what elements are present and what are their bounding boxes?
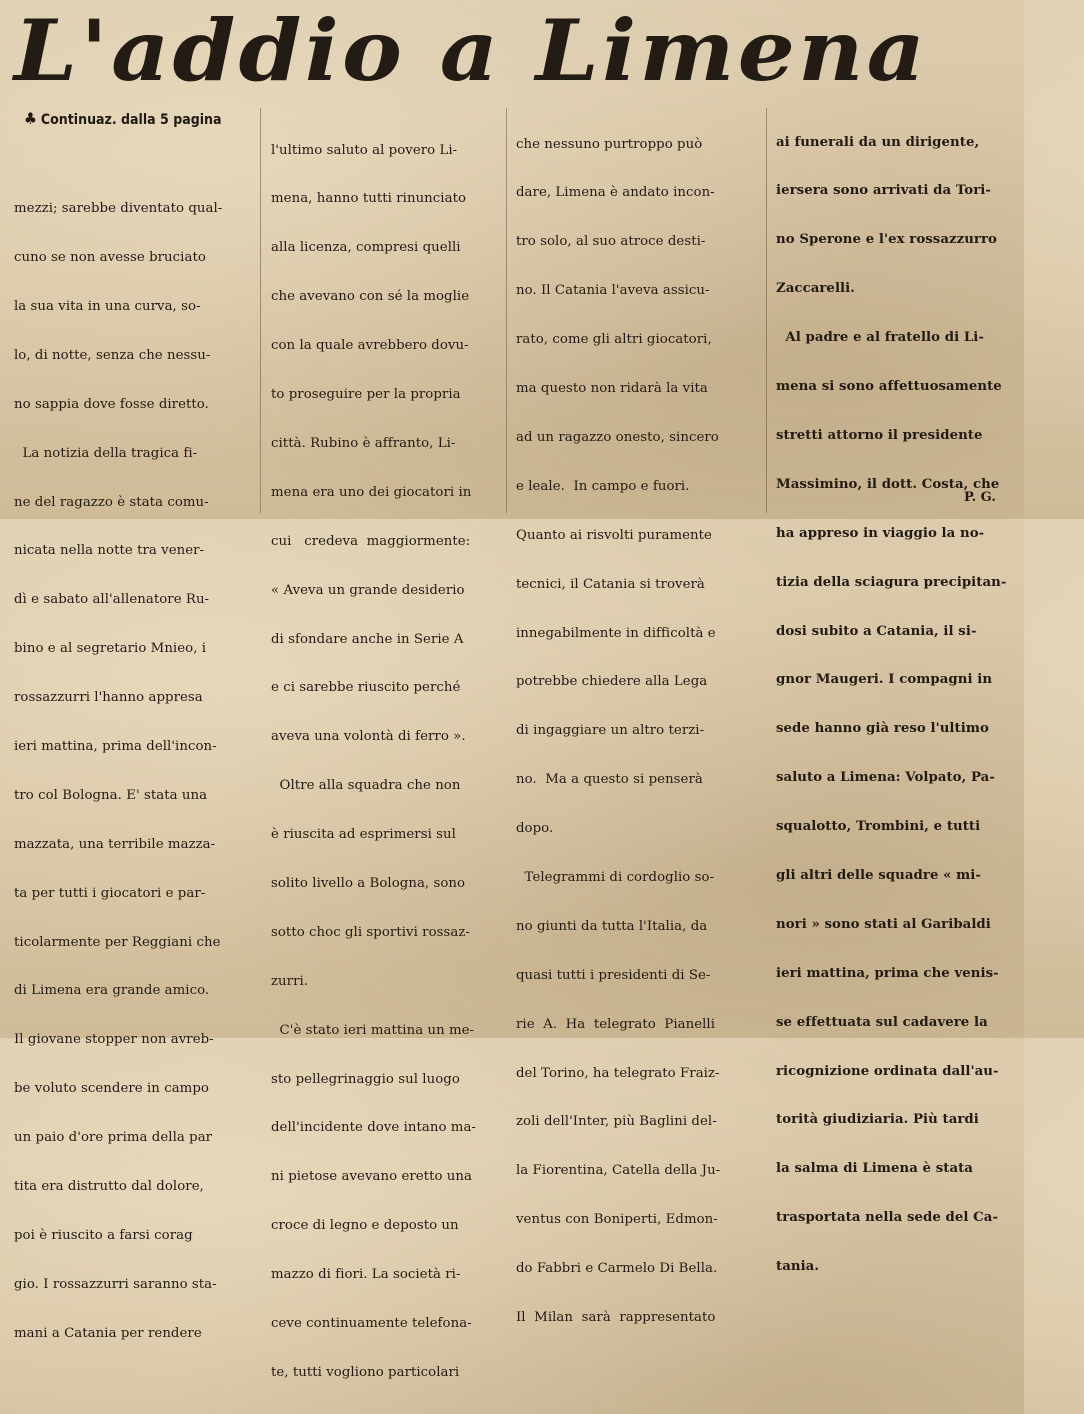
text-line: cuno se non avesse bruciato xyxy=(14,250,206,266)
text-line: di Limena era grande amico. xyxy=(14,983,210,999)
text-line: ad un ragazzo onesto, sincero xyxy=(516,429,719,445)
text-line: poi è riuscito a farsi corag xyxy=(14,1227,193,1243)
club-suit-icon: ♣ xyxy=(24,109,37,128)
text-line: innegabilmente in difficoltà e xyxy=(516,625,716,641)
text-line: quasi tutti i presidenti di Se- xyxy=(516,967,711,983)
text-line: iersera sono arrivati da Tori- xyxy=(776,183,991,199)
text-line: ma questo non ridarà la vita xyxy=(516,381,708,397)
text-line: ne del ragazzo è stata comu- xyxy=(14,494,209,510)
text-line: rie A. Ha telegrato Pianelli xyxy=(516,1016,716,1032)
text-line: gio. I rossazzurri saranno sta- xyxy=(14,1276,217,1292)
column-body xyxy=(14,169,222,1375)
text-line: ricognizione ordinata dall'au- xyxy=(776,1063,999,1079)
text-line: gnor Maugeri. I compagni in xyxy=(776,672,993,688)
text-line: rossazzurri l'hanno appresa xyxy=(14,690,203,706)
text-line: Oltre alla squadra che non xyxy=(271,778,461,794)
text-line: be voluto scendere in campo xyxy=(14,1081,209,1097)
text-line: ieri mattina, prima che venis- xyxy=(776,965,999,981)
text-line: dell'incidente dove intano ma- xyxy=(271,1120,476,1136)
text-line: che nessuno purtroppo può xyxy=(516,136,703,152)
text-line: Al padre e al fratello di Li- xyxy=(776,330,984,346)
column-rule xyxy=(506,108,507,513)
text-line: no. Ma a questo si penserà xyxy=(516,772,703,788)
text-line: rato, come gli altri giocatori, xyxy=(516,332,712,348)
text-line: mazzo di fiori. La società ri- xyxy=(271,1267,461,1283)
text-line: l'ultimo saluto al povero Li- xyxy=(271,142,458,158)
text-line: ai funerali da un dirigente, xyxy=(776,134,980,150)
text-line: città. Rubino è affranto, Li- xyxy=(271,435,456,451)
text-line: nori » sono stati al Garibaldi xyxy=(776,916,991,932)
text-line: la Fiorentina, Catella della Ju- xyxy=(516,1163,721,1179)
text-line: mena era uno dei giocatori in xyxy=(271,484,472,500)
continuation-label: Continuaz. dalla 5 pagina xyxy=(40,112,222,128)
text-line: dosi subito a Catania, il si- xyxy=(776,623,977,639)
text-line: zoli dell'Inter, più Baglini del- xyxy=(516,1114,717,1130)
text-line: la salma di Limena è stata xyxy=(776,1161,973,1177)
text-line: mena si sono affettuosamente xyxy=(776,379,1002,395)
text-line: sto pellegrinaggio sul luogo xyxy=(271,1071,460,1087)
text-line: Quanto ai risvolti puramente xyxy=(516,527,712,543)
text-line: un paio d'ore prima della par xyxy=(14,1130,213,1146)
text-line: Telegrammi di cordoglio so- xyxy=(516,869,715,885)
article-column-1 xyxy=(14,108,222,1407)
text-line: gli altri delle squadre « mi- xyxy=(776,867,981,883)
text-line: Massimino, il dott. Costa, che xyxy=(776,476,1000,492)
text-line: « Aveva un grande desiderio xyxy=(271,582,465,598)
text-line: nicata nella notte tra vener- xyxy=(14,543,205,559)
text-line: se effettuata sul cadavere la xyxy=(776,1014,988,1030)
text-line: Il Milan sarà rappresentato xyxy=(516,1309,716,1325)
text-line: Il giovane stopper non avreb- xyxy=(14,1032,214,1048)
article-column-4 xyxy=(776,102,1006,1308)
text-line: solito livello a Bologna, sono xyxy=(271,875,466,891)
author-signature: P. G. xyxy=(964,490,996,505)
text-line: lo, di notte, senza che nessu- xyxy=(14,347,211,363)
text-line: è riuscita ad esprimersi sul xyxy=(271,827,456,843)
text-line: do Fabbri e Carmelo Di Bella. xyxy=(516,1261,718,1277)
text-line: aveva una volontà di ferro ». xyxy=(271,729,466,745)
text-line: ticolarmente per Reggiani che xyxy=(14,934,221,950)
text-line: tro col Bologna. E' stata una xyxy=(14,787,208,803)
text-line: zurri. xyxy=(271,973,309,989)
text-line: con la quale avrebbero dovu- xyxy=(271,338,469,354)
text-line: dopo. xyxy=(516,821,554,837)
text-line: to proseguire per la propria xyxy=(271,387,461,403)
text-line: te, tutti vogliono particolari xyxy=(271,1364,460,1380)
text-line: no sappia dove fosse diretto. xyxy=(14,396,209,412)
text-line: ha appreso in viaggio la no- xyxy=(776,525,985,541)
text-line: dare, Limena è andato incon- xyxy=(516,185,715,201)
text-line: croce di legno e deposto un xyxy=(271,1218,459,1234)
text-line: potrebbe chiedere alla Lega xyxy=(516,674,708,690)
text-line: squalotto, Trombini, e tutti xyxy=(776,819,981,835)
text-line: mazzata, una terribile mazza- xyxy=(14,836,216,852)
text-line: cui credeva maggiormente: xyxy=(271,533,471,549)
text-line: ta per tutti i giocatori e par- xyxy=(14,885,206,901)
text-line: di sfondare anche in Serie A xyxy=(271,631,464,647)
text-line: mezzi; sarebbe diventato qual- xyxy=(14,201,223,217)
text-line: sede hanno già reso l'ultimo xyxy=(776,721,989,737)
text-line: sotto choc gli sportivi rossaz- xyxy=(271,924,470,940)
text-line: mani a Catania per rendere xyxy=(14,1325,202,1341)
text-line: di ingaggiare un altro terzi- xyxy=(516,723,705,739)
column-rule xyxy=(260,108,261,513)
text-line: C'è stato ieri mattina un me- xyxy=(271,1022,475,1038)
text-line: Zaccarelli. xyxy=(776,281,855,297)
text-line: ceve continuamente telefona- xyxy=(271,1315,472,1331)
text-line: no giunti da tutta l'Italia, da xyxy=(516,918,708,934)
column-rule xyxy=(766,108,767,513)
text-line: e ci sarebbe riuscito perché xyxy=(271,680,461,696)
text-line: torità giudiziaria. Più tardi xyxy=(776,1112,979,1128)
text-line: tro solo, al suo atroce desti- xyxy=(516,234,706,250)
text-line: la sua vita in una curva, so- xyxy=(14,298,201,314)
text-line: che avevano con sé la moglie xyxy=(271,289,470,305)
text-line: alla licenza, compresi quelli xyxy=(271,240,461,256)
text-line: La notizia della tragica fi- xyxy=(14,445,198,461)
text-line: tizia della sciagura precipitan- xyxy=(776,574,1007,590)
text-line: stretti attorno il presidente xyxy=(776,427,983,443)
text-line: no Sperone e l'ex rossazzurro xyxy=(776,232,997,248)
text-line: ieri mattina, prima dell'incon- xyxy=(14,738,217,754)
headline: L'addio a Limena xyxy=(14,1,929,100)
article-column-3 xyxy=(516,104,720,1359)
text-line: tita era distrutto dal dolore, xyxy=(14,1179,204,1194)
text-line: tecnici, il Catania si troverà xyxy=(516,576,705,592)
text-line: saluto a Limena: Volpato, Pa- xyxy=(776,770,995,786)
text-line: dì e sabato all'allenatore Ru- xyxy=(14,592,210,608)
text-line: ni pietose avevano eretto una xyxy=(271,1169,473,1185)
text-line: tania. xyxy=(776,1259,820,1275)
text-line: bino e al segretario Mnieo, i xyxy=(14,641,207,657)
text-line: no. Il Catania l'aveva assicu- xyxy=(516,283,710,299)
text-line: e leale. In campo e fuori. xyxy=(516,478,690,494)
text-line: mena, hanno tutti rinunciato xyxy=(271,191,467,207)
text-line: ventus con Boniperti, Edmon- xyxy=(516,1212,718,1228)
text-line: trasportata nella sede del Ca- xyxy=(776,1210,999,1226)
article-column-2 xyxy=(271,110,476,1414)
text-line: del Torino, ha telegrato Fraiz- xyxy=(516,1065,720,1081)
